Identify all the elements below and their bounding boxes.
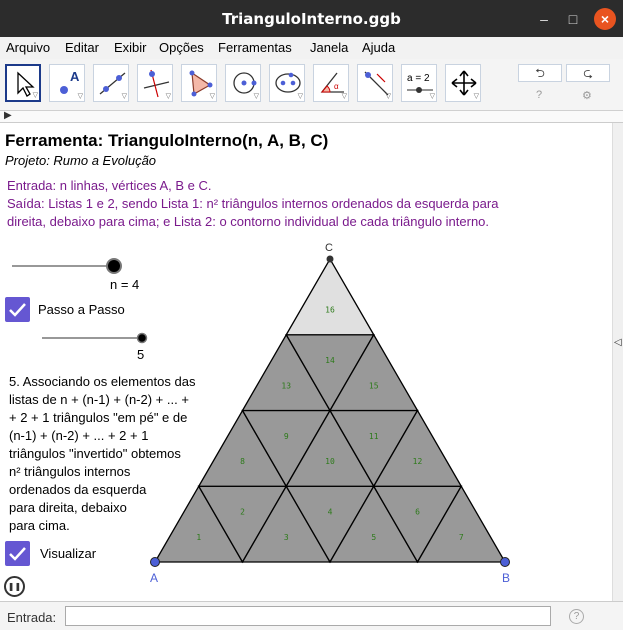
- minimize-button[interactable]: –: [540, 11, 548, 27]
- vertex-c-point: [327, 256, 334, 263]
- slider-step-label: 5: [137, 347, 145, 362]
- triangle-label: 8: [240, 457, 245, 466]
- svg-text:A: A: [70, 69, 80, 84]
- gear-icon[interactable]: ⚙: [582, 90, 592, 102]
- triangle-label: 13: [281, 381, 292, 391]
- maximize-button[interactable]: □: [568, 11, 578, 27]
- description-line-3: direita, debaixo para cima; e Lista 2: o contorno individual de cada triângulo interno.: [7, 214, 490, 229]
- step-text-line: 5. Associando os elementos das: [9, 374, 196, 389]
- passo-a-passo-label: Passo a Passo: [38, 302, 125, 317]
- project-subtitle: Projeto: Rumo a Evolução: [5, 153, 157, 168]
- step-text-line: para cima.: [9, 518, 70, 533]
- slider-n-label: n = 4: [110, 277, 140, 292]
- triangle-label: 10: [325, 457, 335, 466]
- expand-arrow-icon[interactable]: ▶: [4, 110, 12, 121]
- menu-ajuda[interactable]: Ajuda: [362, 40, 396, 55]
- move-graphics-tool-button[interactable]: ▽: [445, 64, 481, 102]
- svg-text:a = 2: a = 2: [407, 73, 430, 84]
- triangle-figure[interactable]: [0, 123, 612, 601]
- triangle-label: 2: [240, 507, 245, 517]
- menu-arquivo[interactable]: Arquivo: [6, 40, 51, 55]
- reflect-tool-button[interactable]: ▽: [357, 64, 393, 102]
- line-tool-button[interactable]: ▽: [93, 64, 129, 102]
- point-tool-button[interactable]: A ▽: [49, 64, 85, 102]
- move-tool-button[interactable]: ▽: [5, 64, 41, 102]
- triangle-label: 11: [368, 431, 379, 441]
- conic-tool-button[interactable]: ▽: [269, 64, 305, 102]
- step-text-line: triângulos "invertido" obtemos: [9, 446, 181, 461]
- side-panel-toggle[interactable]: [612, 123, 623, 601]
- window-titlebar: [0, 0, 623, 37]
- menu-janela[interactable]: Janela: [310, 40, 349, 55]
- pause-button[interactable]: ❚❚: [4, 576, 25, 597]
- vertex-b-label: B: [502, 571, 511, 585]
- menu-ferramentas[interactable]: Ferramentas: [218, 40, 292, 55]
- redo-button[interactable]: ⮎: [566, 64, 610, 82]
- triangle-label: 14: [325, 356, 335, 365]
- input-field[interactable]: [65, 606, 551, 626]
- circle-tool-button[interactable]: ▽: [225, 64, 261, 102]
- description-line-1: Entrada: n linhas, vértices A, B e C.: [7, 178, 212, 193]
- step-text-line: n² triângulos internos: [9, 464, 131, 479]
- triangle-label: 4: [327, 507, 333, 517]
- graphics-view[interactable]: [0, 123, 612, 601]
- polygon-tool-button[interactable]: ▽: [181, 64, 217, 102]
- inner-triangle: [286, 259, 374, 335]
- slider-tool-button[interactable]: a = 2 ▽: [401, 64, 437, 102]
- triangle-label: 9: [283, 431, 289, 441]
- step-text-line: listas de n + (n-1) + (n-2) + ... +: [9, 392, 189, 407]
- menu-editar[interactable]: Editar: [65, 40, 99, 55]
- triangle-label: 6: [415, 507, 420, 517]
- input-label: Entrada:: [7, 610, 57, 625]
- vertex-a-point: [151, 558, 160, 567]
- help-icon[interactable]: ?: [536, 89, 543, 101]
- step-text-line: (n-1) + (n-2) + ... + 2 + 1: [9, 428, 149, 443]
- triangle-label: 16: [325, 305, 335, 315]
- window-title: TrianguloInterno.ggb: [222, 10, 401, 28]
- visualizar-label: Visualizar: [40, 546, 97, 561]
- step-text-line: para direita, debaixo: [9, 500, 127, 515]
- vertex-c-label: C: [325, 242, 333, 254]
- menu-opcoes[interactable]: Opções: [159, 40, 204, 55]
- input-bar: [0, 601, 623, 630]
- menu-exibir[interactable]: Exibir: [114, 40, 147, 55]
- collapse-arrow-icon[interactable]: ◁: [614, 337, 622, 348]
- triangle-label: 1: [196, 532, 202, 542]
- step-text-line: ordenados da esquerda: [9, 482, 147, 497]
- close-button[interactable]: ×: [594, 8, 616, 30]
- triangle-label: 15: [368, 381, 379, 391]
- triangle-label: 5: [371, 532, 377, 542]
- svg-text:α: α: [334, 82, 339, 91]
- perpendicular-tool-button[interactable]: ▽: [137, 64, 173, 102]
- algebra-toggle-strip[interactable]: [0, 111, 623, 123]
- triangle-label: 3: [283, 532, 289, 542]
- undo-button[interactable]: ⮌: [518, 64, 562, 82]
- tool-title: Ferramenta: TrianguloInterno(n, A, B, C): [5, 131, 329, 150]
- input-help-icon[interactable]: ?: [569, 609, 584, 624]
- vertex-a-label: A: [150, 571, 159, 585]
- triangle-label: 12: [412, 457, 423, 466]
- step-text-line: + 2 + 1 triângulos "em pé" e de: [9, 410, 188, 425]
- triangle-label: 7: [458, 532, 464, 542]
- menu-bar: [0, 37, 623, 59]
- angle-tool-button[interactable]: α ▽: [313, 64, 349, 102]
- vertex-b-point: [501, 558, 510, 567]
- description-line-2: Saída: Listas 1 e 2, sendo Lista 1: n² triângulos internos ordenados da esquerda para: [7, 196, 499, 211]
- toolbar: [0, 59, 623, 111]
